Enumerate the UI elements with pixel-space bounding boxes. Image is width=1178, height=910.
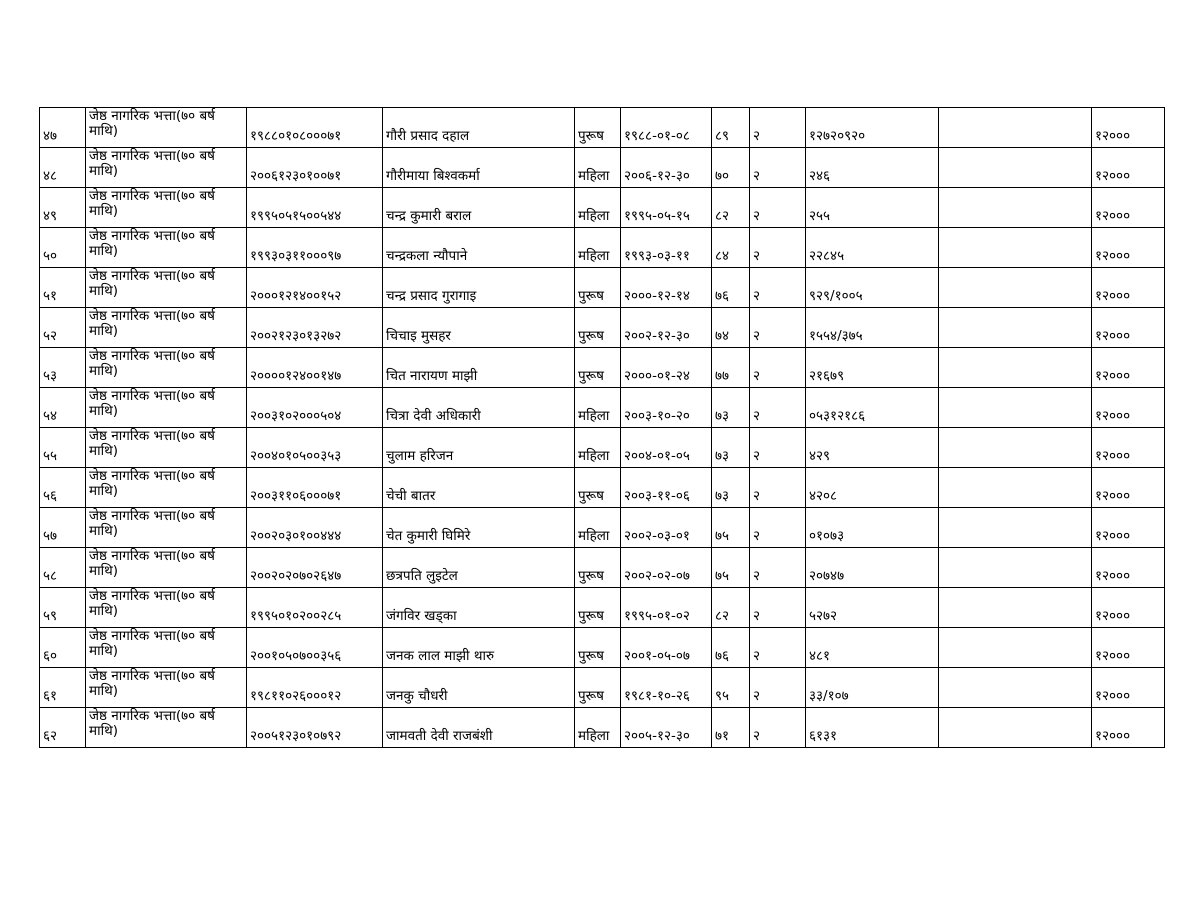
amount-cell: १२००० — [1092, 228, 1165, 268]
citizenship-number-cell: ०५३१२१८६ — [806, 388, 939, 428]
serial-number-cell: ५८ — [40, 548, 86, 588]
serial-number-cell: ५६ — [40, 468, 86, 508]
birth-date-cell: २०००-१२-१४ — [621, 268, 712, 308]
birth-date-cell: २००२-०३-०१ — [621, 508, 712, 548]
gender-cell: महिला — [575, 428, 621, 468]
beneficiary-table — [39, 107, 1165, 748]
citizenship-number-cell: २१६७९ — [806, 348, 939, 388]
amount-cell: १२००० — [1092, 628, 1165, 668]
age-cell: ७४ — [712, 308, 750, 348]
gender-cell: महिला — [575, 708, 621, 748]
remarks-cell — [939, 508, 1092, 548]
beneficiary-name-cell: चन्द्र प्रसाद गुरागाइ — [383, 268, 575, 308]
citizenship-number-cell: ०१०७३ — [806, 508, 939, 548]
beneficiary-id-cell: २००४०१०५००३५३ — [247, 428, 383, 468]
citizenship-number-cell: ३३/१०७ — [806, 668, 939, 708]
gender-cell: महिला — [575, 508, 621, 548]
gender-cell: महिला — [575, 148, 621, 188]
remarks-cell — [939, 548, 1092, 588]
beneficiary-id-cell: २००२१२३०१३२७२ — [247, 308, 383, 348]
gender-cell: महिला — [575, 188, 621, 228]
allowance-category-cell: जेष्ठ नागरिक भत्ता(७० बर्ष माथि) — [86, 188, 247, 228]
age-cell: ९५ — [712, 668, 750, 708]
beneficiary-id-cell: १९८११०२६०००१२ — [247, 668, 383, 708]
allowance-category-cell: जेष्ठ नागरिक भत्ता(७० बर्ष माथि) — [86, 108, 247, 148]
beneficiary-name-cell: चेत कुमारी घिमिरे — [383, 508, 575, 548]
gender-cell: पुरूष — [575, 268, 621, 308]
citizenship-number-cell: ९२९/१००५ — [806, 268, 939, 308]
beneficiary-id-cell: २००२०३०१००४४४ — [247, 508, 383, 548]
remarks-cell — [939, 268, 1092, 308]
beneficiary-id-cell: २००३१०२०००५०४ — [247, 388, 383, 428]
beneficiary-name-cell: जनक लाल माझी थारु — [383, 628, 575, 668]
gender-cell: महिला — [575, 228, 621, 268]
beneficiary-id-cell: १९९५०१०२००२८५ — [247, 588, 383, 628]
serial-number-cell: ५० — [40, 228, 86, 268]
beneficiary-id-cell: १९९३०३११०००९७ — [247, 228, 383, 268]
table-row — [40, 148, 1165, 188]
allowance-category-cell: जेष्ठ नागरिक भत्ता(७० बर्ष माथि) — [86, 148, 247, 188]
age-cell: ७१ — [712, 708, 750, 748]
serial-number-cell: ५१ — [40, 268, 86, 308]
serial-number-cell: ५५ — [40, 428, 86, 468]
remarks-cell — [939, 308, 1092, 348]
age-cell: ७७ — [712, 348, 750, 388]
remarks-cell — [939, 668, 1092, 708]
age-cell: ७६ — [712, 628, 750, 668]
age-cell: ७६ — [712, 268, 750, 308]
gender-cell: पुरूष — [575, 348, 621, 388]
citizenship-number-cell: ५२७२ — [806, 588, 939, 628]
amount-cell: १२००० — [1092, 708, 1165, 748]
allowance-category-cell: जेष्ठ नागरिक भत्ता(७० बर्ष माथि) — [86, 708, 247, 748]
citizenship-number-cell: ६१३१ — [806, 708, 939, 748]
amount-cell: १२००० — [1092, 308, 1165, 348]
amount-cell: १२००० — [1092, 388, 1165, 428]
ward-number-cell: २ — [750, 628, 806, 668]
birth-date-cell: १९९५-०५-१५ — [621, 188, 712, 228]
birth-date-cell: १९९३-०३-११ — [621, 228, 712, 268]
citizenship-number-cell: १५५४/३७५ — [806, 308, 939, 348]
allowance-category-cell: जेष्ठ नागरिक भत्ता(७० बर्ष माथि) — [86, 428, 247, 468]
table-row — [40, 588, 1165, 628]
allowance-category-cell: जेष्ठ नागरिक भत्ता(७० बर्ष माथि) — [86, 468, 247, 508]
birth-date-cell: २००३-१०-२० — [621, 388, 712, 428]
remarks-cell — [939, 388, 1092, 428]
beneficiary-name-cell: गौरी प्रसाद दहाल — [383, 108, 575, 148]
amount-cell: १२००० — [1092, 588, 1165, 628]
serial-number-cell: ४८ — [40, 148, 86, 188]
table-row — [40, 708, 1165, 748]
beneficiary-id-cell: २०००१२१४००१५२ — [247, 268, 383, 308]
beneficiary-id-cell: १९८८०१०८०००७१ — [247, 108, 383, 148]
age-cell: ७३ — [712, 468, 750, 508]
beneficiary-id-cell: १९९५०५१५००५४४ — [247, 188, 383, 228]
amount-cell: १२००० — [1092, 108, 1165, 148]
beneficiary-name-cell: गौरीमाया बिश्वकर्मा — [383, 148, 575, 188]
beneficiary-id-cell: २००००१२४००१४७ — [247, 348, 383, 388]
age-cell: ७३ — [712, 388, 750, 428]
remarks-cell — [939, 588, 1092, 628]
ward-number-cell: २ — [750, 668, 806, 708]
beneficiary-name-cell: चिचाइ मुसहर — [383, 308, 575, 348]
citizenship-number-cell: १२७२०९२० — [806, 108, 939, 148]
remarks-cell — [939, 108, 1092, 148]
age-cell: ८२ — [712, 188, 750, 228]
table-row — [40, 268, 1165, 308]
table-row — [40, 188, 1165, 228]
serial-number-cell: ४७ — [40, 108, 86, 148]
age-cell: ७५ — [712, 548, 750, 588]
allowance-category-cell: जेष्ठ नागरिक भत्ता(७० बर्ष माथि) — [86, 588, 247, 628]
amount-cell: १२००० — [1092, 548, 1165, 588]
ward-number-cell: २ — [750, 588, 806, 628]
ward-number-cell: २ — [750, 108, 806, 148]
remarks-cell — [939, 348, 1092, 388]
table-row — [40, 468, 1165, 508]
ward-number-cell: २ — [750, 148, 806, 188]
allowance-category-cell: जेष्ठ नागरिक भत्ता(७० बर्ष माथि) — [86, 268, 247, 308]
age-cell: ७५ — [712, 508, 750, 548]
beneficiary-name-cell: चुलाम हरिजन — [383, 428, 575, 468]
table-row — [40, 508, 1165, 548]
beneficiary-name-cell: चित नारायण माझी — [383, 348, 575, 388]
allowance-category-cell: जेष्ठ नागरिक भत्ता(७० बर्ष माथि) — [86, 228, 247, 268]
amount-cell: १२००० — [1092, 148, 1165, 188]
gender-cell: पुरूष — [575, 108, 621, 148]
table-row — [40, 428, 1165, 468]
citizenship-number-cell: ४२०८ — [806, 468, 939, 508]
allowance-category-cell: जेष्ठ नागरिक भत्ता(७० बर्ष माथि) — [86, 388, 247, 428]
remarks-cell — [939, 188, 1092, 228]
age-cell: ८४ — [712, 228, 750, 268]
amount-cell: १२००० — [1092, 468, 1165, 508]
age-cell: ७० — [712, 148, 750, 188]
ward-number-cell: २ — [750, 468, 806, 508]
ward-number-cell: २ — [750, 268, 806, 308]
allowance-category-cell: जेष्ठ नागरिक भत्ता(७० बर्ष माथि) — [86, 348, 247, 388]
birth-date-cell: २००५-१२-३० — [621, 708, 712, 748]
gender-cell: पुरूष — [575, 628, 621, 668]
ward-number-cell: २ — [750, 548, 806, 588]
gender-cell: पुरूष — [575, 468, 621, 508]
ward-number-cell: २ — [750, 508, 806, 548]
beneficiary-name-cell: चन्द्र कुमारी बराल — [383, 188, 575, 228]
remarks-cell — [939, 148, 1092, 188]
table-row — [40, 108, 1165, 148]
beneficiary-name-cell: चेची बातर — [383, 468, 575, 508]
birth-date-cell: २००१-०५-०७ — [621, 628, 712, 668]
ward-number-cell: २ — [750, 708, 806, 748]
beneficiary-name-cell: जंगविर खड्का — [383, 588, 575, 628]
ward-number-cell: २ — [750, 428, 806, 468]
gender-cell: पुरूष — [575, 588, 621, 628]
citizenship-number-cell: २२८४५ — [806, 228, 939, 268]
beneficiary-id-cell: २००१०५०७००३५६ — [247, 628, 383, 668]
citizenship-number-cell: ४८१ — [806, 628, 939, 668]
serial-number-cell: ६१ — [40, 668, 86, 708]
table-row — [40, 348, 1165, 388]
table-row — [40, 548, 1165, 588]
age-cell: ८२ — [712, 588, 750, 628]
gender-cell: पुरूष — [575, 548, 621, 588]
ward-number-cell: २ — [750, 228, 806, 268]
remarks-cell — [939, 628, 1092, 668]
serial-number-cell: ६० — [40, 628, 86, 668]
birth-date-cell: २००६-१२-३० — [621, 148, 712, 188]
gender-cell: पुरूष — [575, 308, 621, 348]
ward-number-cell: २ — [750, 388, 806, 428]
beneficiary-id-cell: २००६१२३०१००७१ — [247, 148, 383, 188]
allowance-category-cell: जेष्ठ नागरिक भत्ता(७० बर्ष माथि) — [86, 508, 247, 548]
table-row — [40, 388, 1165, 428]
remarks-cell — [939, 428, 1092, 468]
birth-date-cell: २००४-०१-०५ — [621, 428, 712, 468]
amount-cell: १२००० — [1092, 348, 1165, 388]
citizenship-number-cell: २०७४७ — [806, 548, 939, 588]
citizenship-number-cell: २५५ — [806, 188, 939, 228]
amount-cell: १२००० — [1092, 268, 1165, 308]
serial-number-cell: ५९ — [40, 588, 86, 628]
amount-cell: १२००० — [1092, 428, 1165, 468]
age-cell: ८९ — [712, 108, 750, 148]
allowance-category-cell: जेष्ठ नागरिक भत्ता(७० बर्ष माथि) — [86, 668, 247, 708]
beneficiary-name-cell: चन्द्रकला न्यौपाने — [383, 228, 575, 268]
beneficiary-id-cell: २००५१२३०१०७९२ — [247, 708, 383, 748]
ward-number-cell: २ — [750, 308, 806, 348]
birth-date-cell: १९८१-१०-२६ — [621, 668, 712, 708]
birth-date-cell: १९९५-०१-०२ — [621, 588, 712, 628]
amount-cell: १२००० — [1092, 188, 1165, 228]
table-row — [40, 628, 1165, 668]
amount-cell: १२००० — [1092, 668, 1165, 708]
beneficiary-name-cell: चित्रा देवी अधिकारी — [383, 388, 575, 428]
serial-number-cell: ६२ — [40, 708, 86, 748]
beneficiary-name-cell: जनकु चौधरी — [383, 668, 575, 708]
remarks-cell — [939, 708, 1092, 748]
ward-number-cell: २ — [750, 188, 806, 228]
remarks-cell — [939, 468, 1092, 508]
serial-number-cell: ५३ — [40, 348, 86, 388]
allowance-category-cell: जेष्ठ नागरिक भत्ता(७० बर्ष माथि) — [86, 548, 247, 588]
birth-date-cell: २०००-०१-२४ — [621, 348, 712, 388]
remarks-cell — [939, 228, 1092, 268]
ward-number-cell: २ — [750, 348, 806, 388]
gender-cell: पुरूष — [575, 668, 621, 708]
birth-date-cell: २००२-०२-०७ — [621, 548, 712, 588]
serial-number-cell: ५२ — [40, 308, 86, 348]
beneficiary-name-cell: जामवती देवी राजबंशी — [383, 708, 575, 748]
citizenship-number-cell: २४६ — [806, 148, 939, 188]
serial-number-cell: ५७ — [40, 508, 86, 548]
amount-cell: १२००० — [1092, 508, 1165, 548]
age-cell: ७३ — [712, 428, 750, 468]
table-row — [40, 668, 1165, 708]
table-row — [40, 228, 1165, 268]
birth-date-cell: १९८८-०१-०८ — [621, 108, 712, 148]
serial-number-cell: ४९ — [40, 188, 86, 228]
beneficiary-id-cell: २००२०२०७०२६४७ — [247, 548, 383, 588]
gender-cell: महिला — [575, 388, 621, 428]
citizenship-number-cell: ४२९ — [806, 428, 939, 468]
birth-date-cell: २००२-१२-३० — [621, 308, 712, 348]
birth-date-cell: २००३-११-०६ — [621, 468, 712, 508]
allowance-category-cell: जेष्ठ नागरिक भत्ता(७० बर्ष माथि) — [86, 308, 247, 348]
table-row — [40, 308, 1165, 348]
beneficiary-id-cell: २००३११०६०००७१ — [247, 468, 383, 508]
allowance-category-cell: जेष्ठ नागरिक भत्ता(७० बर्ष माथि) — [86, 628, 247, 668]
beneficiary-name-cell: छत्रपति लुइटेल — [383, 548, 575, 588]
serial-number-cell: ५४ — [40, 388, 86, 428]
